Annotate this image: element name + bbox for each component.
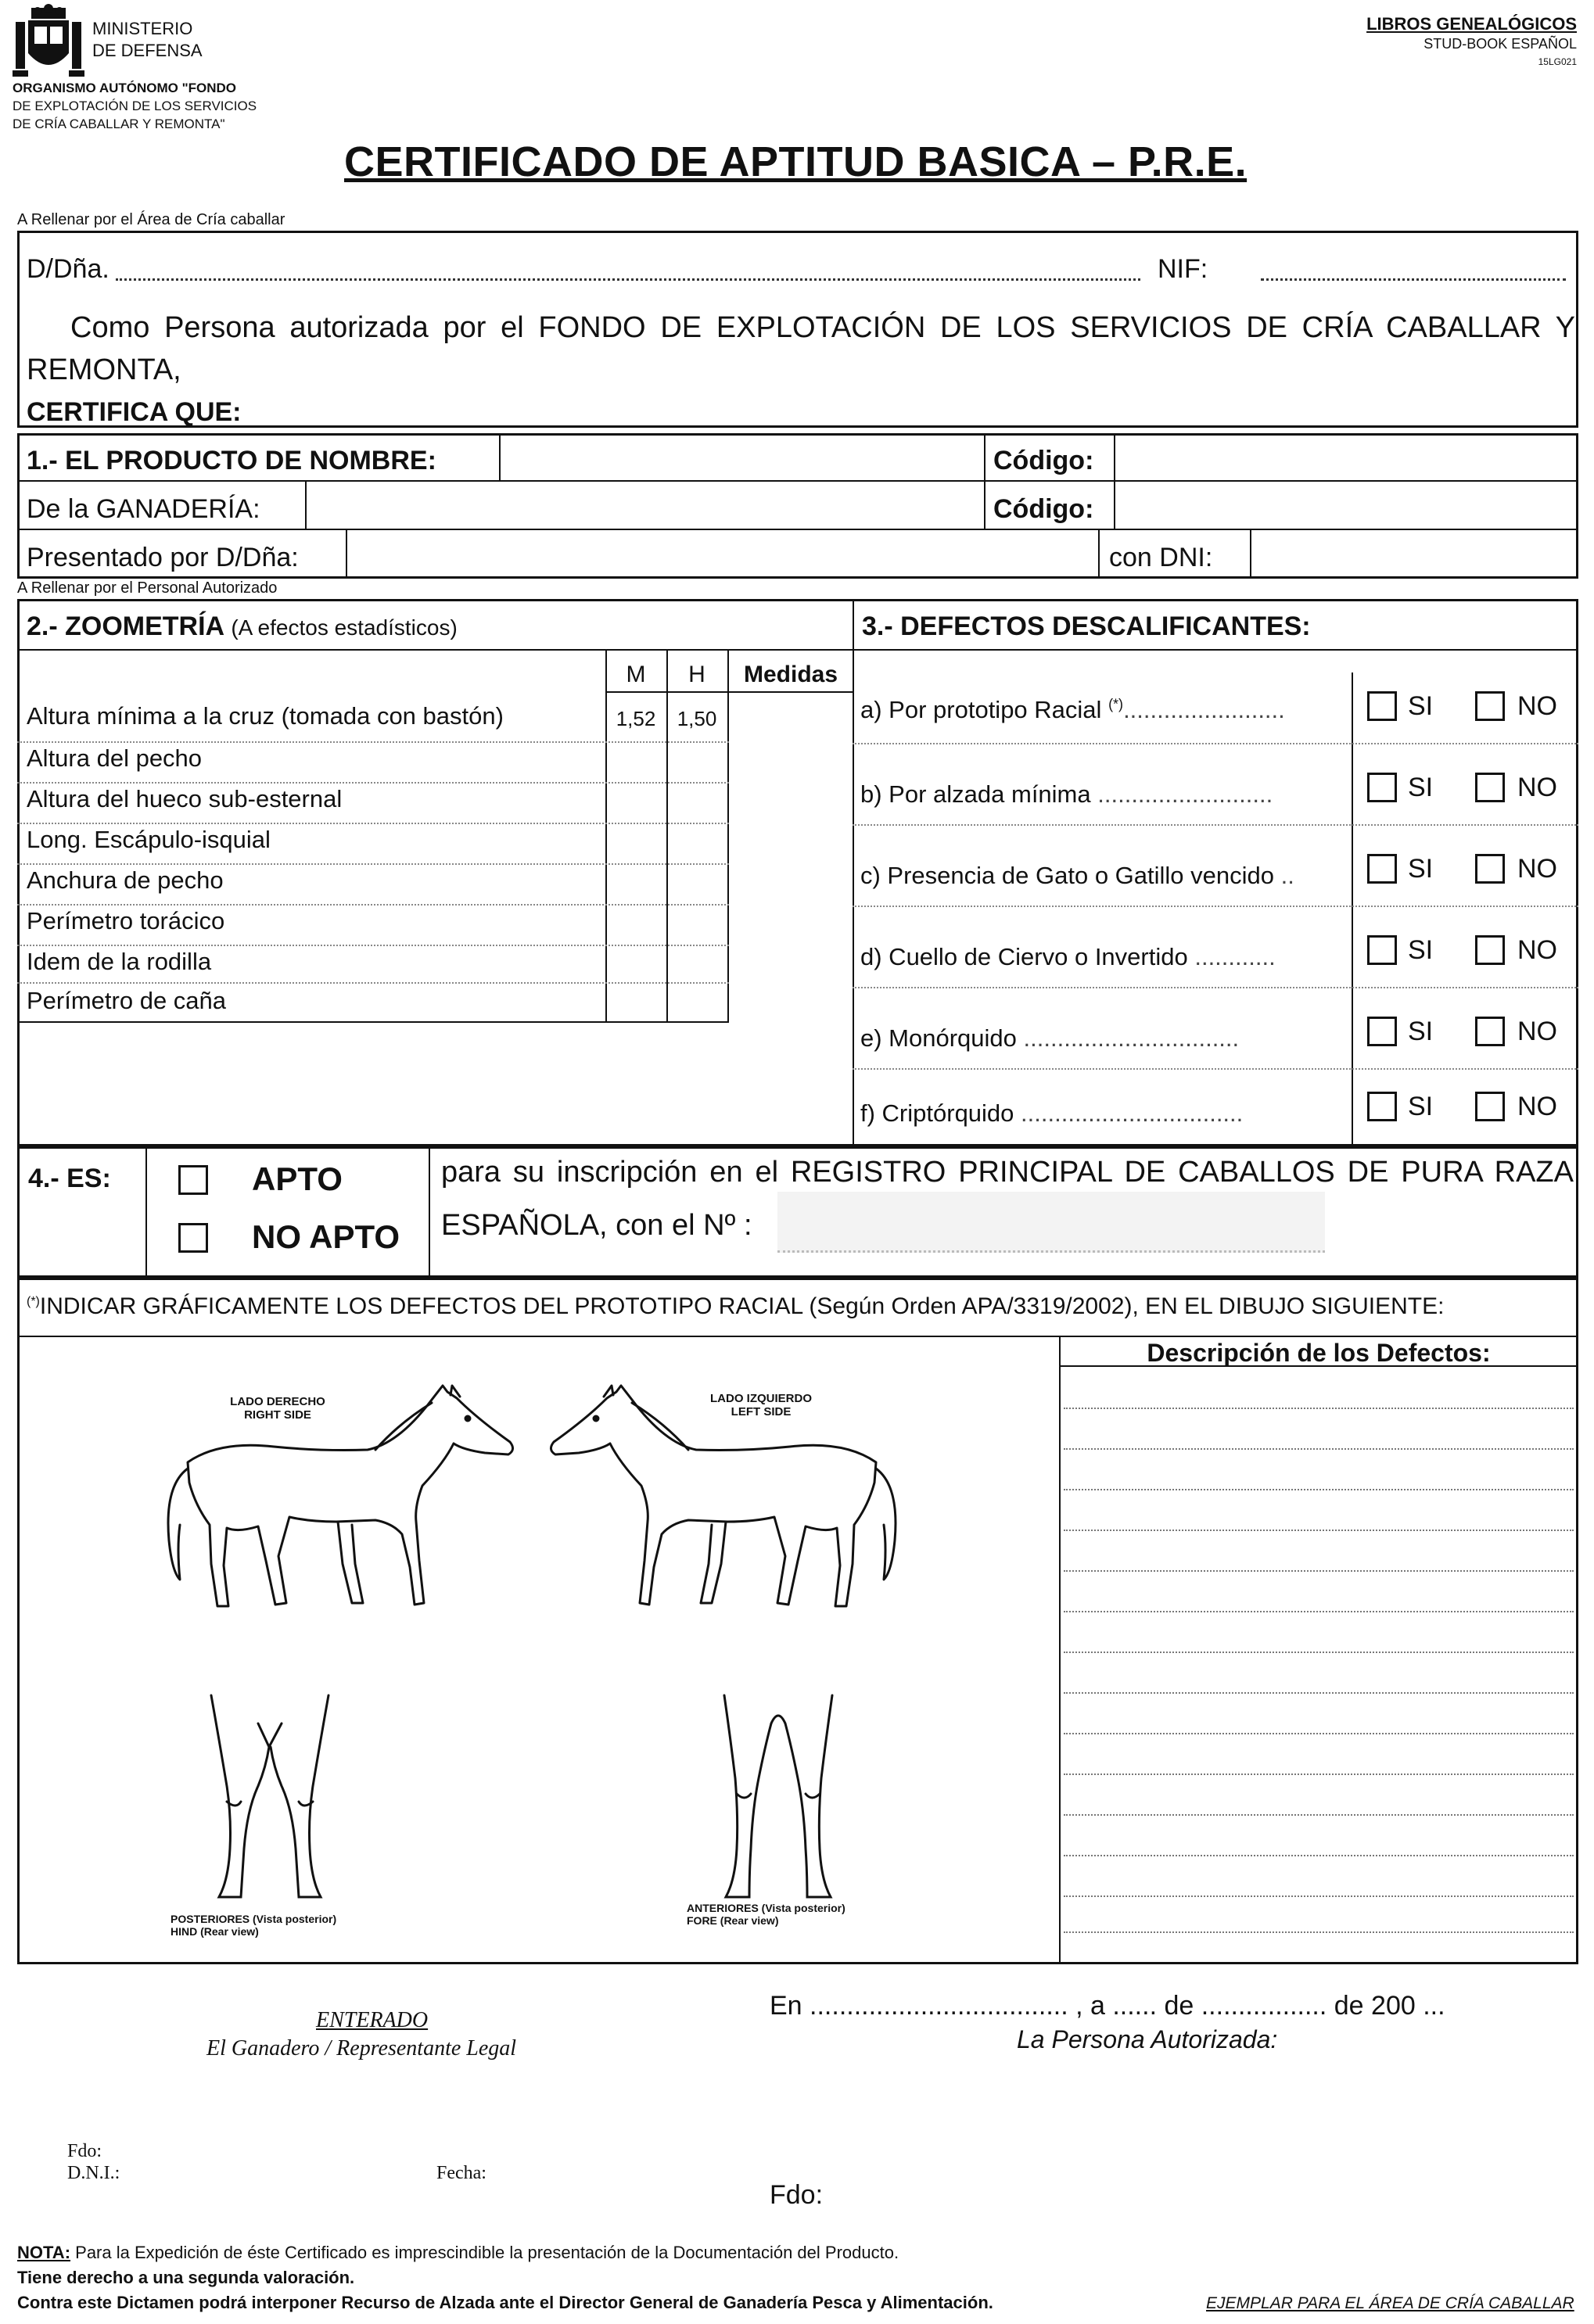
col-h-header: H [688, 662, 705, 687]
fdo-left-label: Fdo: [67, 2141, 102, 2161]
dona-field[interactable] [116, 278, 1140, 281]
ganadero-label: El Ganadero / Representante Legal [206, 2036, 517, 2060]
fdo-right-label: Fdo: [770, 2180, 824, 2210]
no-checkbox[interactable] [1475, 935, 1505, 965]
ganaderia-field[interactable] [307, 482, 984, 529]
si-label: SI [1408, 691, 1434, 721]
defecto-row: f) Criptórquido ................................. [860, 1099, 1244, 1127]
si-checkbox[interactable] [1367, 1092, 1397, 1121]
section-a-note: A Rellenar por el Área de Cría caballar [17, 211, 285, 228]
ministry-name-line1: MINISTERIO [92, 19, 193, 38]
no-checkbox[interactable] [1475, 1092, 1505, 1121]
codigo-label-1: Código: [993, 446, 1094, 475]
dni-label: con DNI: [1109, 543, 1213, 572]
dni-signature-label: D.N.I.: [67, 2163, 120, 2183]
defects-description-area[interactable] [1062, 1368, 1575, 1960]
defecto-row: c) Presencia de Gato o Gatillo vencido .. [860, 862, 1294, 889]
m-value-altura-cruz: 1,52 [616, 707, 656, 730]
authorization-statement: Como Persona autorizada por el FONDO DE EXPLOTACIÓN DE LOS SERVICIOS DE CRÍA CABALLAR Y REMONTA, [27, 311, 1575, 386]
ministry-name-line2: DE DEFENSA [92, 41, 203, 60]
defectos-title: 3.- DEFECTOS DESCALIFICANTES: [862, 611, 1311, 641]
col-medidas-header: Medidas [743, 662, 838, 687]
nif-field[interactable] [1261, 278, 1566, 281]
nif-label: NIF: [1158, 254, 1208, 284]
no-checkbox[interactable] [1475, 773, 1505, 802]
form-code: 15LG021 [1538, 56, 1577, 67]
section-b-note: A Rellenar por el Personal Autorizado [17, 579, 278, 597]
presentado-field[interactable] [347, 530, 1098, 577]
zoometria-title: 2.- ZOOMETRÍA (A efectos estadísticos) [27, 611, 458, 641]
defecto-row: e) Monórquido ................................ [860, 1024, 1240, 1052]
recurso-alzada-line: Contra este Dictamen podrá interponer Recurso de Alzada ante el Director General de Ganadería Pesca y Alimentación. [17, 2293, 993, 2312]
certifica-label: CERTIFICA QUE: [27, 397, 242, 427]
si-checkbox[interactable] [1367, 773, 1397, 802]
stud-book-title: LIBROS GENEALÓGICOS [1366, 14, 1577, 34]
no-label: NO [1517, 935, 1557, 965]
dona-label: D/Dña. [27, 254, 109, 284]
defecto-row: b) Por alzada mínima .......................... [860, 780, 1273, 808]
fecha-label: Fecha: [436, 2163, 486, 2183]
org-name-line1: ORGANISMO AUTÓNOMO "FONDO [13, 81, 237, 95]
autorizada-label: La Persona Autorizada: [1017, 2025, 1278, 2053]
ejemplar-label: EJEMPLAR PARA EL ÁREA DE CRÍA CABALLAR [1206, 2294, 1574, 2312]
si-label: SI [1408, 935, 1434, 965]
no-label: NO [1517, 1017, 1557, 1046]
codigo-label-2: Código: [993, 494, 1094, 524]
nota-line: NOTA: Para la Expedición de éste Certificado es imprescindible la presentación de la Documentación del Producto. [17, 2243, 899, 2262]
si-checkbox[interactable] [1367, 935, 1397, 965]
document-title: CERTIFICADO DE APTITUD BASICA – P.R.E. [344, 138, 1248, 185]
zoometria-row: Altura del pecho [27, 744, 598, 773]
si-label: SI [1408, 1017, 1434, 1046]
horse-left-side-icon [540, 1368, 923, 1619]
apto-label: APTO [252, 1160, 343, 1197]
col-m-header: M [626, 662, 646, 687]
hind-legs-rear-view-icon [196, 1692, 344, 1911]
registro-text-line1: para su inscripción en el REGISTRO PRINCIPAL DE CABALLOS DE PURA RAZA [441, 1156, 1574, 1189]
zoometria-row: Anchura de pecho [27, 866, 598, 895]
stud-book-subtitle: STUD-BOOK ESPAÑOL [1423, 36, 1577, 52]
horse-right-side-icon [141, 1368, 524, 1619]
producto-label: 1.- EL PRODUCTO DE NOMBRE: [27, 446, 436, 475]
si-label: SI [1408, 773, 1434, 802]
no-apto-label: NO APTO [252, 1218, 400, 1255]
si-label: SI [1408, 854, 1434, 884]
codigo-field-2[interactable] [1115, 482, 1577, 529]
no-label: NO [1517, 773, 1557, 802]
si-label: SI [1408, 1092, 1434, 1121]
presentado-label: Presentado por D/Dña: [27, 543, 299, 572]
defects-description-title: Descripción de los Defectos: [1147, 1339, 1491, 1367]
h-value-altura-cruz: 1,50 [677, 707, 717, 730]
zoometria-row: Altura mínima a la cruz (tomada con bastón) [27, 702, 598, 730]
es-label: 4.- ES: [28, 1164, 111, 1193]
si-checkbox[interactable] [1367, 854, 1397, 884]
medidas-column[interactable] [729, 693, 851, 1021]
ministry-crest-icon [11, 5, 86, 80]
no-apto-checkbox[interactable] [178, 1223, 208, 1253]
ganaderia-label: De la GANADERÍA: [27, 494, 260, 524]
right-side-label: LADO DERECHO RIGHT SIDE [230, 1395, 325, 1422]
no-checkbox[interactable] [1475, 854, 1505, 884]
si-checkbox[interactable] [1367, 1017, 1397, 1046]
fore-legs-rear-view-icon [704, 1692, 853, 1911]
dni-field[interactable] [1251, 530, 1577, 577]
zoometria-row: Perímetro de caña [27, 987, 598, 1015]
no-checkbox[interactable] [1475, 1017, 1505, 1046]
no-checkbox[interactable] [1475, 691, 1505, 721]
place-date-line: En ................................... , a ...... de ................. de 200 ... [770, 1991, 1445, 2021]
codigo-field-1[interactable] [1115, 435, 1577, 480]
no-label: NO [1517, 854, 1557, 884]
org-name-line3: DE CRÍA CABALLAR Y REMONTA" [13, 117, 225, 131]
hind-view-label: POSTERIORES (Vista posterior) HIND (Rear view) [171, 1913, 337, 1938]
no-label: NO [1517, 691, 1557, 721]
left-side-label: LADO IZQUIERDO LEFT SIDE [710, 1392, 812, 1418]
org-name-line2: DE EXPLOTACIÓN DE LOS SERVICIOS [13, 99, 257, 113]
no-label: NO [1517, 1092, 1557, 1121]
zoometria-row: Altura del hueco sub-esternal [27, 785, 598, 813]
zoometria-row: Idem de la rodilla [27, 948, 598, 976]
defecto-row: d) Cuello de Ciervo o Invertido ............ [860, 943, 1276, 970]
si-checkbox[interactable] [1367, 691, 1397, 721]
zoometria-row: Perímetro torácico [27, 907, 598, 935]
producto-field[interactable] [501, 435, 984, 480]
apto-checkbox[interactable] [178, 1165, 208, 1195]
registro-number-field[interactable] [777, 1192, 1325, 1253]
defecto-row: a) Por prototipo Racial (*)........................ [860, 696, 1285, 723]
fore-view-label: ANTERIORES (Vista posterior) FORE (Rear view) [687, 1902, 845, 1927]
enterado-label: ENTERADO [316, 2008, 429, 2032]
drawing-instruction: (*)INDICAR GRÁFICAMENTE LOS DEFECTOS DEL PROTOTIPO RACIAL (Según Orden APA/3319/2002), EN EL DIBUJO SIGUIENTE: [27, 1293, 1445, 1319]
zoometria-row: Long. Escápulo-isquial [27, 826, 598, 854]
registro-text-line2: ESPAÑOLA, con el Nº : [441, 1209, 752, 1242]
segunda-valoracion-line: Tiene derecho a una segunda valoración. [17, 2268, 355, 2287]
